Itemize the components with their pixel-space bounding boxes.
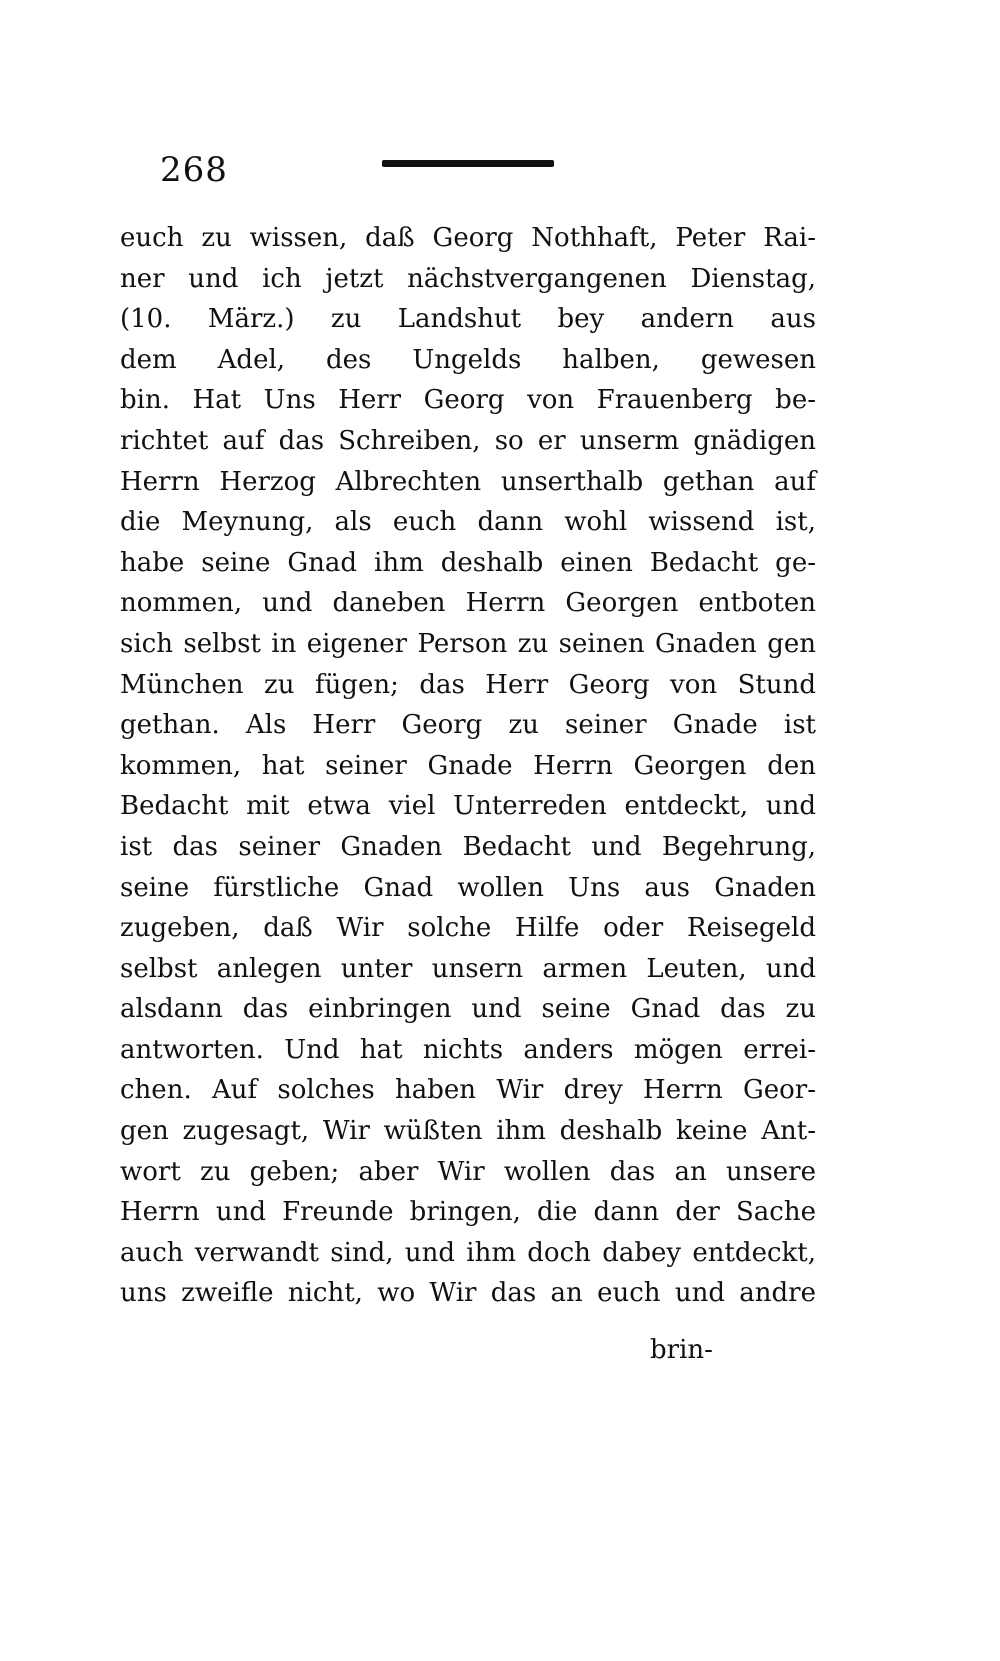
text-line: die Meynung, als euch dann wohl wissend ist,	[120, 507, 816, 538]
text-line: nommen, und daneben Herrn Georgen entboten	[120, 588, 816, 619]
text-line: richtet auf das Schreiben, so er unserm gnädigen	[120, 425, 816, 456]
text-line: Herrn und Freunde bringen, die dann der Sache	[120, 1197, 816, 1228]
text-line: ist das seiner Gnaden Bedacht und Begehrung,	[120, 831, 816, 862]
header-rule	[382, 160, 554, 167]
catchword: brin-	[650, 1335, 713, 1365]
body-text	[120, 218, 816, 1314]
text-line: Bedacht mit etwa viel Unterreden entdeckt, und	[120, 791, 816, 822]
text-line: uns zweifle nicht, wo Wir das an euch und andre	[120, 1278, 816, 1309]
text-line: dem Adel, des Ungelds halben, gewesen	[120, 344, 816, 375]
text-line: (10. März.) zu Landshut bey andern aus	[120, 304, 816, 335]
text-line: ner und ich jetzt nächstvergangenen Dienstag,	[120, 263, 816, 294]
page-number: 268	[160, 150, 228, 190]
text-line: antworten. Und hat nichts anders mögen errei-	[120, 1034, 816, 1065]
text-line: gen zugesagt, Wir wüßten ihm deshalb keine Ant-	[120, 1116, 816, 1147]
page-header	[160, 150, 580, 190]
text-line: Herrn Herzog Albrechten unserthalb gethan auf	[120, 466, 816, 497]
text-line: gethan. Als Herr Georg zu seiner Gnade ist	[120, 710, 816, 741]
text-line: auch verwandt sind, und ihm doch dabey entdeckt,	[120, 1237, 816, 1268]
text-line: zugeben, daß Wir solche Hilfe oder Reisegeld	[120, 913, 816, 944]
text-line: alsdann das einbringen und seine Gnad das zu	[120, 994, 816, 1025]
text-line: selbst anlegen unter unsern armen Leuten, und	[120, 953, 816, 984]
text-line: habe seine Gnad ihm deshalb einen Bedacht ge-	[120, 547, 816, 578]
text-line: sich selbst in eigener Person zu seinen Gnaden gen	[120, 628, 816, 659]
text-line: München zu fügen; das Herr Georg von Stund	[120, 669, 816, 700]
text-line: kommen, hat seiner Gnade Herrn Georgen den	[120, 750, 816, 781]
text-line: chen. Auf solches haben Wir drey Herrn Geor-	[120, 1075, 816, 1106]
text-line: wort zu geben; aber Wir wollen das an unsere	[120, 1156, 816, 1187]
text-line: bin. Hat Uns Herr Georg von Frauenberg be-	[120, 385, 816, 416]
text-line: euch zu wissen, daß Georg Nothhaft, Peter Rai-	[120, 223, 816, 253]
text-line: seine fürstliche Gnad wollen Uns aus Gnaden	[120, 872, 816, 903]
